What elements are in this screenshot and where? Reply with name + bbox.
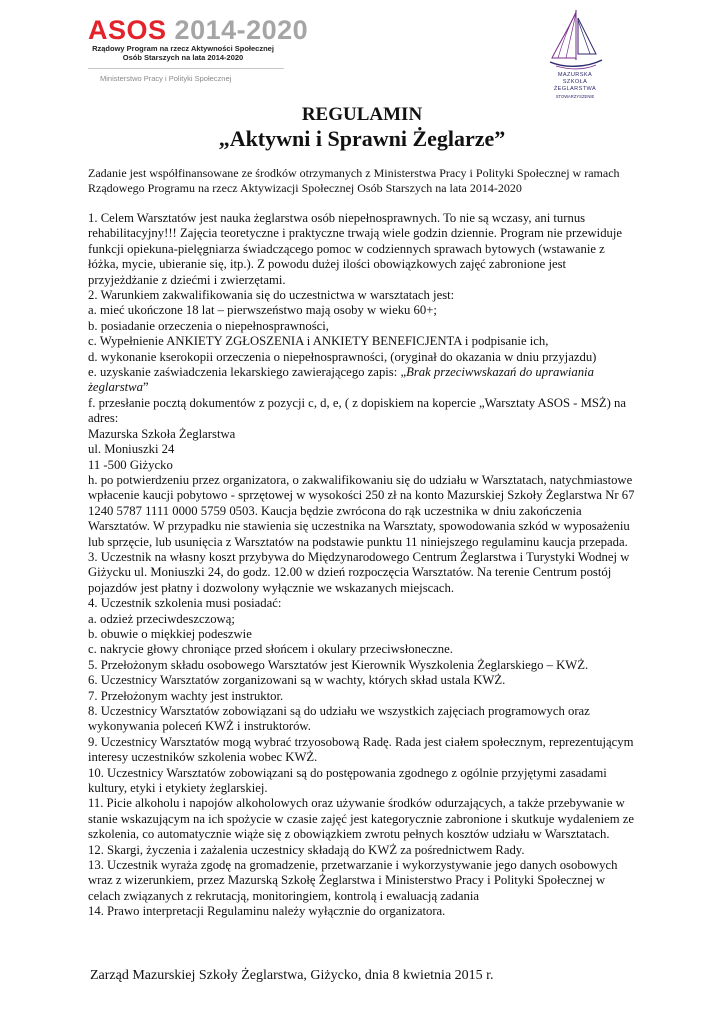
rule-9: 9. Uczestnicy Warsztatów mogą wybrać trzyosobową Radę. Rada jest ciałem społecznym, reprezentującym interesy uczestników szkolenia wobec KWŻ. (88, 734, 634, 765)
title-program-name: „Aktywni i Sprawni Żeglarze” (218, 126, 506, 151)
rule-4a: a. odzież przeciwdeszczową; (88, 611, 235, 626)
ministry-name: Ministerstwo Pracy i Polityki Społecznej (100, 74, 232, 83)
sailboat-icon (540, 6, 610, 72)
rule-11: 11. Picie alkoholu i napojów alkoholowych oraz używanie środków odurzających, a także przebywanie w stanie wskazującym na ich spożycie w czasie zajęć jest kategorycznie zabronione i skutkuje wydaleniem ze szkolenia, co automatycznie wiąże się z obowiązkiem zwrotu pełnych kosztów udziału w Warsztatach. (88, 796, 635, 842)
rule-2d: d. wykonanie kserokopii orzeczenia o niepełnosprawności, (oryginał do okazania w dniu przyjazdu) (88, 349, 597, 364)
rule-2c: c. Wypełnienie ANKIETY ZGŁOSZENIA i ANKIETY BENEFICJENTA i podpisanie ich, (88, 334, 549, 349)
rule-2e (88, 365, 638, 396)
asos-divider (88, 68, 284, 69)
rule-4b: b. obuwie o miękkiej podeszwie (88, 626, 252, 641)
msz-logo-text (540, 72, 610, 100)
asos-program-line2: Osób Starszych na lata 2014-2020 (122, 53, 244, 62)
rule-5: 5. Przełożonym składu osobowego Warsztatów jest Kierownik Wyszkolenia Żeglarskiego – KWŻ. (88, 657, 589, 672)
rule-4c: c. nakrycie głowy chroniące przed słońcem i okulary przeciwsłoneczne. (88, 642, 453, 657)
asos-wordmark (88, 15, 309, 45)
rule-2h: h. po potwierdzeniu przez organizatora, o zakwalifikowaniu się do udziału w Warsztatach, natychmiastowe wpłacenie kaucji pobytowo - sprzętowej w wysokości 250 zł na konto Mazurskiej Szkoły Żeglarstwa Nr 67 1240 5787 1111 0000 5759 0503. Kaucja będzie zwrócona do rąk uczestnika w dniu zakończenia Warsztatów. W przypadku nie stawienia się uczestnika na Warsztaty, spowodowania szkód w wyposażeniu lub sprzęcie, lub usunięcia z Warsztatów na podstawie punktu 11 niniejszego regulaminu kaucja przepada. (88, 472, 635, 549)
asos-name: ASOS (88, 15, 167, 45)
address-line-1: Mazurska Szkoła Żeglarstwa (88, 426, 236, 441)
regulations-body (88, 211, 638, 920)
msz-logo-line: MAZURSKA (557, 72, 593, 78)
rule-2: 2. Warunkiem zakwalifikowania się do uczestnictwa w warsztatach jest: (88, 288, 455, 303)
msz-logo-line: SZKOŁA (562, 79, 588, 85)
rule-6: 6. Uczestnicy Warsztatów zorganizowani są w wachty, których skład ustala KWŻ. (88, 673, 506, 688)
address-line-2: ul. Moniuszki 24 (88, 442, 175, 457)
rule-10: 10. Uczestnicy Warsztatów zobowiązani są do postępowania zgodnego z ogólnie przyjętymi zasadami kultury, etyki i etykiety żeglarskiej. (88, 765, 607, 796)
rule-2e-quote: Brak przeciwwskazań do uprawiania żeglarstwa (88, 365, 594, 395)
asos-logo (88, 15, 309, 83)
rule-4: 4. Uczestnik szkolenia musi posiadać: (88, 596, 282, 611)
asos-years: 2014-2020 (174, 15, 309, 45)
asos-program-line1: Rządowy Program na rzecz Aktywności Społecznej (92, 44, 274, 53)
address-line-3: 11 -500 Giżycko (88, 457, 173, 472)
msz-logo (540, 6, 610, 116)
title-regulamin: REGULAMIN (301, 104, 423, 125)
msz-logo-line: ŻEGLARSTWA (553, 86, 597, 92)
rule-14: 14. Prawo interpretacji Regulaminu należy wyłącznie do organizatora. (88, 904, 446, 919)
document-title (0, 104, 724, 151)
rule-1: 1. Celem Warsztatów jest nauka żeglarstwa osób niepełnosprawnych. To nie są wczasy, ani turnus rehabilitacyjny!!! Zajęcia teoretyczne i praktyczne trwają wiele godzin dziennie. Program nie przewiduje funkcji opiekuna-pielęgniarza świadczącego pomoc w codziennych sprawach bytowych (wstawanie z łóżka, mycie, ubieranie się, itp.). Z powodu dużej ilości obowiązkowych zajęć zabronione jest przyjeżdżanie z dziećmi i zwierzętami. (88, 211, 623, 287)
rule-2b: b. posiadanie orzeczenia o niepełnosprawności, (88, 318, 329, 333)
rule-13: 13. Uczestnik wyraża zgodę na gromadzenie, przetwarzanie i wykorzystywanie jego danych osobowych wraz z wizerunkiem, przez Mazurską Szkołę Żeglarstwa i Ministerstwo Pracy i Polityki Społecznej w celach związanych z rekrutacją, monitoringiem, kontrolą i ewaluacją zadania (88, 858, 618, 903)
rule-12: 12. Skargi, życzenia i zażalenia uczestnicy składają do KWŻ za pośrednictwem Rady. (88, 842, 525, 857)
signature-line: Zarząd Mazurskiej Szkoły Żeglarstwa, Giżycko, dnia 8 kwietnia 2015 r. (90, 968, 494, 983)
rule-2e-close: ” (143, 380, 149, 395)
rule-2e-text: e. uzyskanie zaświadczenia lekarskiego zawierającego zapis: „ (88, 365, 407, 380)
rule-8: 8. Uczestnicy Warsztatów zobowiązani są do udziału we wszystkich zajęciach programowych oraz wykonywania poleceń KWŻ i instruktorów. (88, 704, 590, 734)
rule-2f: f. przesłanie pocztą dokumentów z pozycji c, d, e, ( z dopiskiem na kopercie „Warsztaty ASOS - MSŻ) na adres: (88, 395, 627, 426)
funding-note: Zadanie jest współfinansowane ze środków otrzymanych z Ministerstwa Pracy i Polityki Społecznej w ramach Rządowego Programu na rzecz Aktywizacji Społecznej Osób Starszych na lata 2014-2020 (88, 166, 620, 195)
msz-logo-line: STOWARZYSZENIE (555, 94, 595, 99)
rule-2a: a. mieć ukończone 18 lat – pierwszeństwo mają osoby w wieku 60+; (88, 303, 437, 318)
rule-3: 3. Uczestnik na własny koszt przybywa do Międzynarodowego Centrum Żeglarstwa i Turystyki Wodnej w Giżycku ul. Moniuszki 24, do godz. 12.00 w dzień rozpoczęcia Warsztatów. Na terenie Centrum postój pojazdów jest płatny i dozwolony wyłącznie we wskazanych miejscach. (88, 549, 630, 595)
rule-7: 7. Przełożonym wachty jest instruktor. (88, 688, 284, 703)
